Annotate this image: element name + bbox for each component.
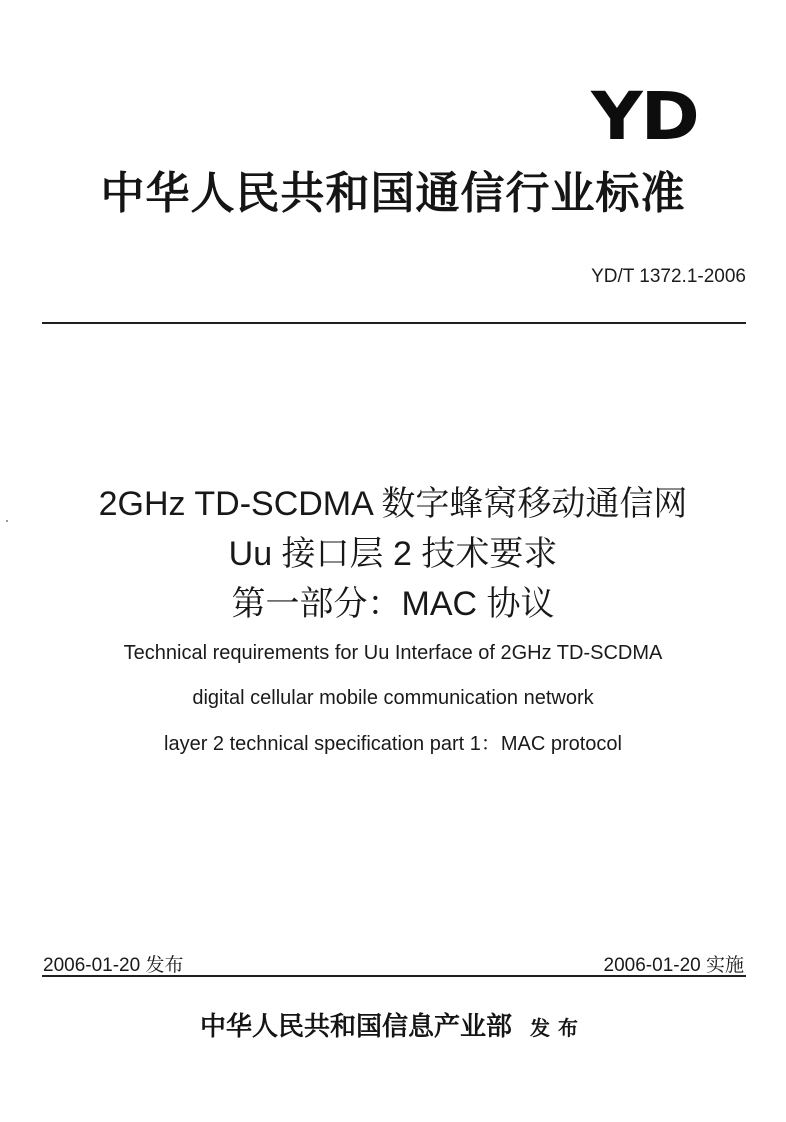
chinese-title-line-2: Uu 接口层 2 技术要求: [228, 535, 558, 573]
bottom-divider: [42, 975, 746, 977]
top-divider: [42, 322, 746, 324]
english-title-line-2: digital cellular mobile communication network: [192, 687, 594, 709]
implementation-date: 2006-01-20 实施: [603, 955, 744, 976]
english-title-line-3: layer 2 technical specification part 1：MAC protocol: [164, 733, 622, 755]
standard-title: 中华人民共和国通信行业标准: [100, 168, 686, 219]
publisher-name: 中华人民共和国信息产业部: [199, 1012, 512, 1042]
yd-logo: YD: [591, 78, 698, 155]
issue-label: 发布: [530, 1016, 586, 1040]
chinese-title-line-1: 2GHz TD-SCDMA 数字蜂窝移动通信网: [98, 485, 688, 523]
scan-speck: [6, 520, 8, 522]
chinese-title-line-3: 第一部分：MAC 协议: [231, 585, 555, 623]
release-date: 2006-01-20 发布: [43, 955, 184, 976]
publisher-line: [0, 1012, 786, 1043]
english-title-line-1: Technical requirements for Uu Interface of 2GHz TD-SCDMA: [123, 642, 663, 664]
standard-number: YD/T 1372.1-2006: [591, 266, 746, 287]
